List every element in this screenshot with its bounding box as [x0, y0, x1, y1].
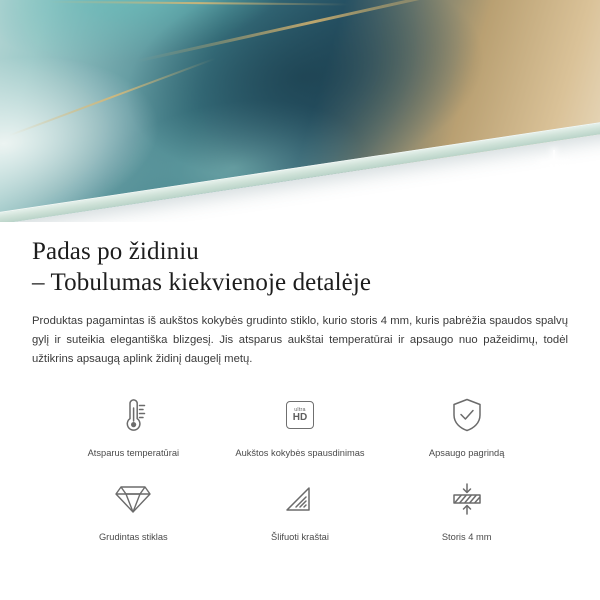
feature-item	[217, 475, 384, 543]
ultra-hd-icon	[274, 391, 326, 439]
page-title	[32, 236, 568, 298]
gold-vein	[49, 1, 349, 6]
ultra-hd-badge-bottom: HD	[292, 412, 308, 423]
feature-item	[383, 391, 550, 459]
sparkle-icon	[494, 172, 540, 218]
feature-item	[383, 475, 550, 543]
ultra-hd-badge-top: ultra	[294, 407, 306, 413]
marble-artwork	[0, 0, 600, 222]
feature-item	[50, 475, 217, 543]
shield-check-icon	[441, 391, 493, 439]
description-paragraph: Produktas pagamintas iš aukštos kokybės grudinto stiklo, kurio storis 4 mm, kuris pabrėžia spaudos spalvų gylį ir suteikia elegantiška blizgesį. Jis atsparus aukštai temperatūrai ir apsaugo nuo pažeidimų, todėl užtikrins apsaugą aplink židinį daugelį metų.	[32, 315, 568, 365]
feature-label: Storis 4 mm	[441, 532, 492, 542]
headline-line-1: Padas po židiniu	[32, 238, 199, 265]
thermometer-icon	[107, 391, 159, 439]
diamond-icon	[107, 475, 159, 523]
gold-vein	[137, 0, 489, 62]
thickness-icon	[441, 475, 493, 523]
sparkle-icon	[541, 150, 567, 176]
feature-label: Grudintas stiklas	[98, 532, 168, 542]
gold-vein	[9, 58, 216, 137]
hero-image	[0, 0, 600, 222]
feature-label: Aukštos kokybės spausdinimas	[235, 448, 365, 458]
feature-label: Atsparus temperatūrai	[87, 448, 180, 458]
polished-edge-icon	[274, 475, 326, 523]
glass-panel	[0, 0, 600, 222]
feature-item	[50, 391, 217, 459]
sparkle-icon	[520, 202, 538, 220]
content-section	[0, 222, 600, 543]
feature-label: Šlifuoti kraštai	[271, 532, 329, 542]
feature-item	[217, 391, 384, 459]
feature-grid	[32, 391, 568, 543]
headline-line-2: – Tobulumas kiekvienoje detalėje	[32, 269, 372, 296]
feature-label: Apsaugo pagrindą	[428, 448, 505, 458]
